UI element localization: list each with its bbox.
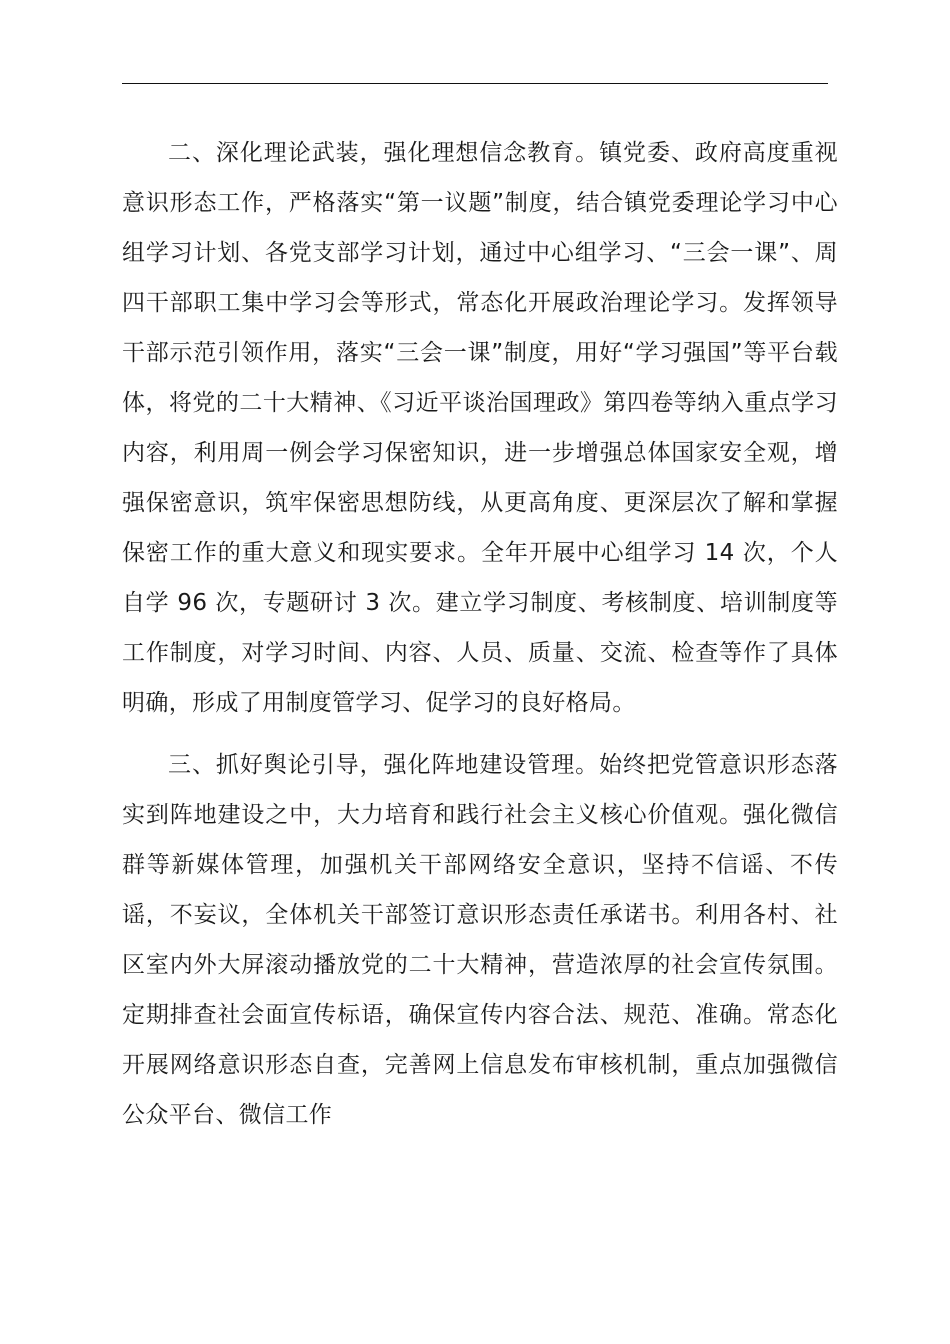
paragraph-public-opinion: 三、抓好舆论引导，强化阵地建设管理。始终把党管意识形态落实到阵地建设之中，大力培育和践行社会主义核心价值观。强化微信群等新媒体管理，加强机关干部网络安全意识，坚持不信谣、不传谣，不妄议，全体机关干部签订意识形态责任承诺书。利用各村、社区室内外大屏滚动播放党的二十大精神，营造浓厚的社会宣传氛围。定期排查社会面宣传标语，确保宣传内容合法、规范、准确。常态化开展网络意识形态自查，完善网上信息发布审核机制，重点加强微信公众平台、微信工作 [122, 752, 838, 1128]
document-body [122, 128, 838, 1140]
paragraph-theory-study: 二、深化理论武装，强化理想信念教育。镇党委、政府高度重视意识形态工作，严格落实“第一议题”制度，结合镇党委理论学习中心组学习计划、各党支部学习计划，通过中心组学习、“三会一课”、周四干部职工集中学习会等形式，常态化开展政治理论学习。发挥领导干部示范引领作用，落实“三会一课”制度，用好“学习强国”等平台载体，将党的二十大精神、《习近平谈治国理政》第四卷等纳入重点学习内容，利用周一例会学习保密知识，进一步增强总体国家安全观，增强保密意识，筑牢保密思想防线，从更高角度、更深层次了解和掌握保密工作的重大意义和现实要求。全年开展中心组学习 14 次，个人自学 96 次，专题研讨 3 次。建立学习制度、考核制度、培训制度等工作制度，对学习时间、内容、人员、质量、交流、检查等作了具体明确，形成了用制度管学习、促学习的良好格局。 [122, 140, 838, 716]
header-rule [122, 83, 828, 84]
